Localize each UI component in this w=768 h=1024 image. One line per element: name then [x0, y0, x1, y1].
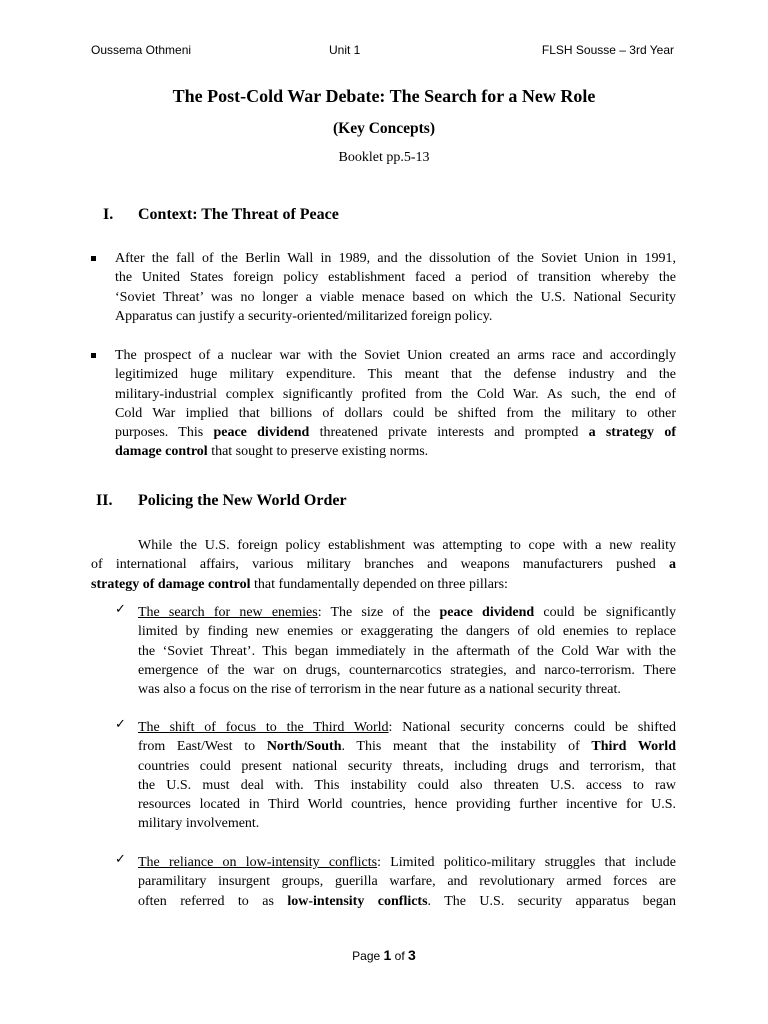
checkmark-icon: ✓ [115, 717, 126, 732]
text-line [115, 442, 676, 461]
text-line [115, 423, 676, 442]
text-run: : The size of the [317, 605, 440, 620]
term-strategy-of-damage-control: strategy of damage control [91, 576, 251, 592]
footer-page-word: Page [352, 949, 384, 963]
text-line [138, 737, 676, 756]
section-1-number: I. [103, 206, 114, 223]
text-line: ‘Soviet Threat’ was no longer a viable menace based on which the U.S. National Security [115, 289, 676, 305]
text-line [138, 853, 676, 872]
text-line: Apparatus can justify a security-oriented/militarized foreign policy. [115, 308, 493, 324]
text-run: threatened private interests and prompted [309, 425, 589, 441]
text-run: of international affairs, various military branches and weapons manufacturers pushed [91, 557, 669, 573]
section-2-number: II. [96, 492, 113, 509]
footer-of-word: of [391, 949, 409, 963]
term-third-world: Third World [591, 739, 676, 755]
text-line [91, 575, 676, 594]
text-line: The prospect of a nuclear war with the Soviet Union created an arms race and accordingly [115, 348, 676, 363]
square-bullet-icon [91, 353, 96, 358]
pillar-1 [138, 603, 676, 699]
header-unit: Unit 1 [329, 43, 361, 57]
header-institution: FLSH Sousse – 3rd Year [541, 43, 674, 57]
section-1-title: Context: The Threat of Peace [138, 206, 339, 223]
term-low-intensity-conflicts: low-intensity conflicts [287, 893, 428, 909]
text-line: resources located in Third World countries, hence providing further incentive for U.S. [138, 797, 676, 813]
text-run: purposes. This [115, 425, 214, 441]
text-line: the U.S. must deal with. This instability could also threaten U.S. access to raw [138, 777, 676, 793]
text-run: that fundamentally depended on three pillars: [250, 576, 508, 592]
text-line: While the U.S. foreign policy establishment was attempting to cope with a new reality [138, 538, 676, 553]
text-line: countries could present national security threats, including drugs and terrorism, that [138, 758, 676, 774]
text-line: paramilitary insurgent groups, guerilla warfare, and revolutionary armed forces are [138, 874, 676, 890]
header-author: Oussema Othmeni [91, 43, 192, 57]
text-run: . This meant that the instability of [341, 739, 592, 755]
pillar-3-title: The reliance on low-intensity conflicts [138, 855, 378, 870]
section-2-title: Policing the New World Order [138, 492, 347, 509]
term-strategy-of: a strategy of [588, 425, 676, 441]
text-run: could be significantly [534, 605, 676, 620]
checkmark-icon: ✓ [115, 602, 126, 617]
text-line: was also a focus on the rise of terrorism in the near future as a national security threat. [138, 682, 621, 698]
section-1-heading [103, 206, 503, 226]
pillar-2 [138, 718, 676, 834]
text-line: the ‘Soviet Threat’. This began immediately in the aftermath of the Cold War with the [138, 643, 676, 659]
text-line: limited by finding new enemies or exaggerating the dangers of old enemies to replace [138, 624, 676, 640]
text-line: the United States foreign policy establishment faced a period of transition whereby the [115, 270, 676, 286]
text-line: emergence of the war on drugs, counternarcotics strategies, and narco-terrorism. There [138, 662, 676, 678]
page-footer [0, 947, 768, 963]
text-line: legitimized huge military expenditure. This meant that the defense industry and the [115, 367, 676, 383]
document-title: The Post-Cold War Debate: The Search for a New Role [172, 86, 596, 106]
booklet-reference: Booklet pp.5-13 [338, 150, 430, 165]
checkmark-icon: ✓ [115, 852, 126, 867]
text-run: that sought to preserve existing norms. [207, 444, 429, 460]
text-run: : National security concerns could be shifted [388, 720, 676, 735]
text-run: . The U.S. security apparatus began [427, 893, 677, 909]
text-line: Cold War implied that billions of dollars could be shifted from the military to other [115, 405, 676, 421]
text-run: from East/West to [138, 739, 267, 755]
pillar-2-title: The shift of focus to the Third World [138, 720, 389, 735]
section-2-intro [91, 536, 676, 594]
section-1-bullet-1 [115, 249, 676, 326]
footer-page-number: 1 [383, 947, 392, 963]
text-line [91, 555, 676, 574]
text-line: military-industrial complex significantly profited from the Cold War. As such, the end of [115, 386, 676, 402]
pillar-3 [138, 853, 676, 911]
footer-page-total: 3 [408, 947, 416, 963]
section-2-heading [96, 492, 496, 512]
text-line: military involvement. [138, 816, 260, 832]
text-run: often referred to as [138, 893, 288, 909]
text-line [138, 718, 676, 737]
term-peace-dividend: peace dividend [213, 425, 310, 441]
term-north-south: North/South [266, 739, 342, 755]
document-subtitle: (Key Concepts) [332, 120, 436, 137]
text-line: After the fall of the Berlin Wall in 1989, and the dissolution of the Soviet Union in 1991, [115, 251, 676, 266]
section-1-bullet-2 [115, 346, 676, 462]
text-run: a [669, 557, 676, 573]
text-run: : Limited politico-military struggles that include [377, 855, 676, 870]
text-line [138, 603, 676, 622]
term-peace-dividend: peace dividend [439, 605, 535, 620]
square-bullet-icon [91, 256, 96, 261]
term-damage-control: damage control [115, 444, 208, 460]
text-line [138, 892, 676, 911]
page-header [91, 43, 674, 59]
pillar-1-title: The search for new enemies [138, 605, 318, 620]
